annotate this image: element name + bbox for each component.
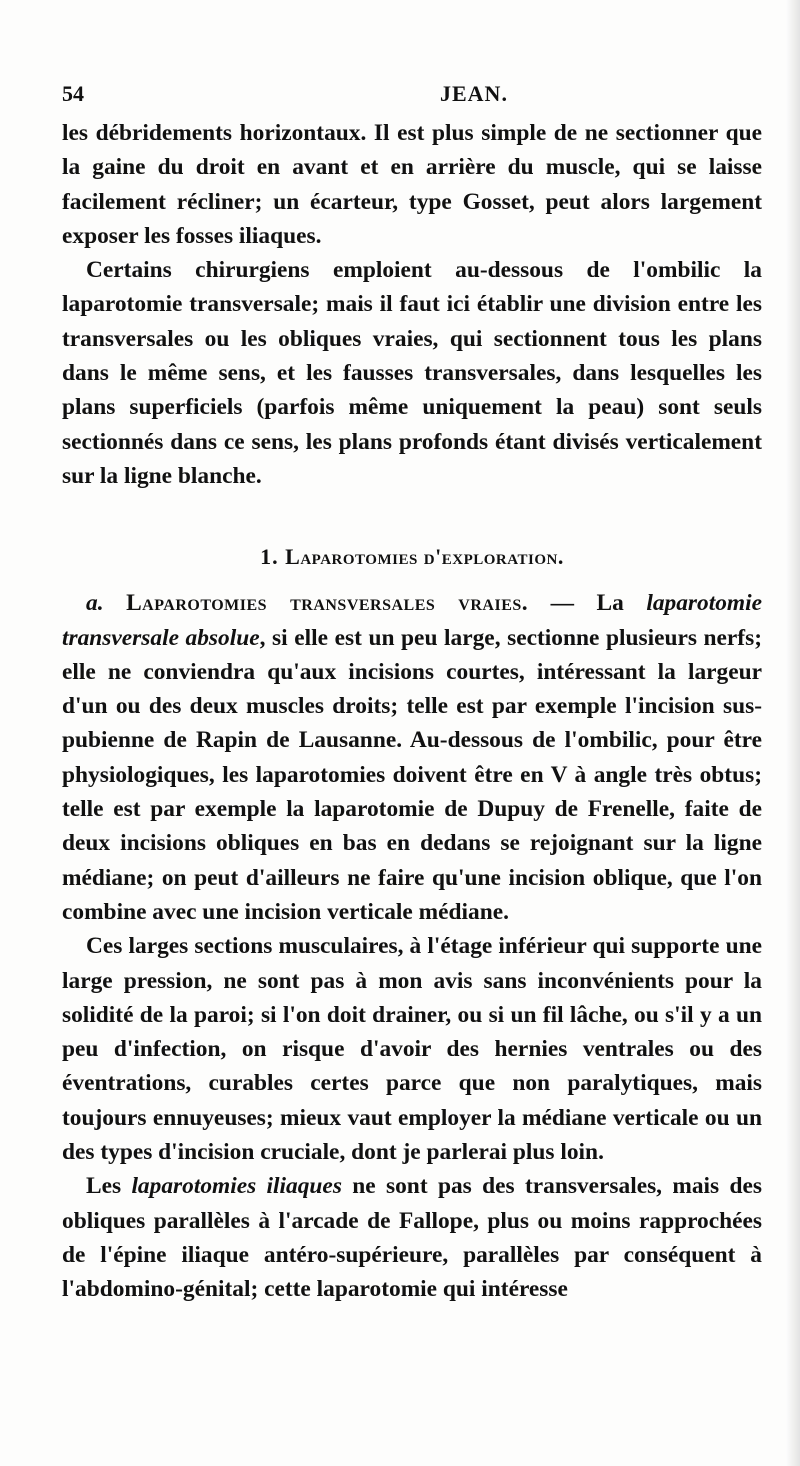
paragraph-1: les débridements horizontaux. Il est plus simple de ne sectionner que la gaine du droit en avant et en arrière du muscle, qui se laisse facilement récliner; un écarteur, type Gosset, peut alors largement exposer les fosses iliaques. [62, 120, 762, 249]
paragraph-5 [62, 1169, 762, 1306]
section-heading [62, 542, 762, 572]
subsection-text: , si elle est un peu large, sectionne plusieurs nerfs; elle ne conviendra qu'aux incisions courtes, intéressant la largeur d'un ou des deux muscles droits; telle est par exemple l'incision sus-pubienne de Rapin de Lausanne. Au-dessous de l'ombilic, pour être physiologiques, les laparotomies doivent être en V à angle très obtus; telle est par exemple la laparotomie de Dupuy de Frenelle, faite de deux incisions obliques en bas en dedans se rejoignant sur la ligne médiane; on peut d'ailleurs ne faire qu'une incision oblique, que l'on combine avec une incision verticale médiane. [62, 624, 762, 925]
paragraph-3 [62, 586, 762, 929]
paragraph-2: Certains chirurgiens emploient au-dessous de l'ombilic la laparotomie transversale; mais il faut ici établir une division entre les transversales ou les obliques vraies, qui sectionnent tous les plans dans le même sens, et les fausses transversales, dans lesquelles les plans superficiels (parfois même uniquement la peau) sont seuls sectionnés dans ce sens, les plans profonds étant divisés verticalement sur la ligne blanche. [62, 257, 762, 489]
body-text [62, 116, 762, 1307]
paragraph-5-lead: Les [86, 1173, 132, 1200]
subsection-letter: a. [86, 590, 104, 617]
paragraph-5-text: ne sont pas des transversales, mais des obliques parallèles à l'arcade de Fallope, plus ou moins rapprochées de l'épine iliaque antéro-supérieure, parallèles par conséquent à l'abdomino-génital; cette laparotomie qui intéresse [62, 1173, 762, 1303]
running-title: JEAN. [440, 81, 508, 106]
paragraph-5-term: laparotomies iliaques [131, 1173, 342, 1200]
section-title: Laparotomies d'exploration. [285, 544, 564, 570]
subsection-term: laparotomie transversale absolue [62, 590, 762, 651]
scan-shadow [786, 0, 800, 1466]
section-number: 1. [260, 544, 279, 570]
running-head [62, 81, 762, 113]
subsection-dash: — [528, 590, 597, 617]
subsection-title: Laparotomies transversales vraies. [126, 590, 529, 617]
subsection-lead: La [596, 590, 647, 617]
paragraph-4: Ces larges sections musculaires, à l'étage inférieur qui supporte une large pression, ne sont pas à mon avis sans inconvénients pour la solidité de la paroi; si l'on doit drainer, ou si un fil lâche, ou s'il y a un peu d'infection, on risque d'avoir des hernies ventrales ou des éventrations, curables certes parce que non paralytiques, mais toujours ennuyeuses; mieux vaut employer la médiane verticale ou un des types d'incision cruciale, dont je parlerai plus loin. [62, 933, 762, 1166]
page-number: 54 [62, 81, 84, 106]
